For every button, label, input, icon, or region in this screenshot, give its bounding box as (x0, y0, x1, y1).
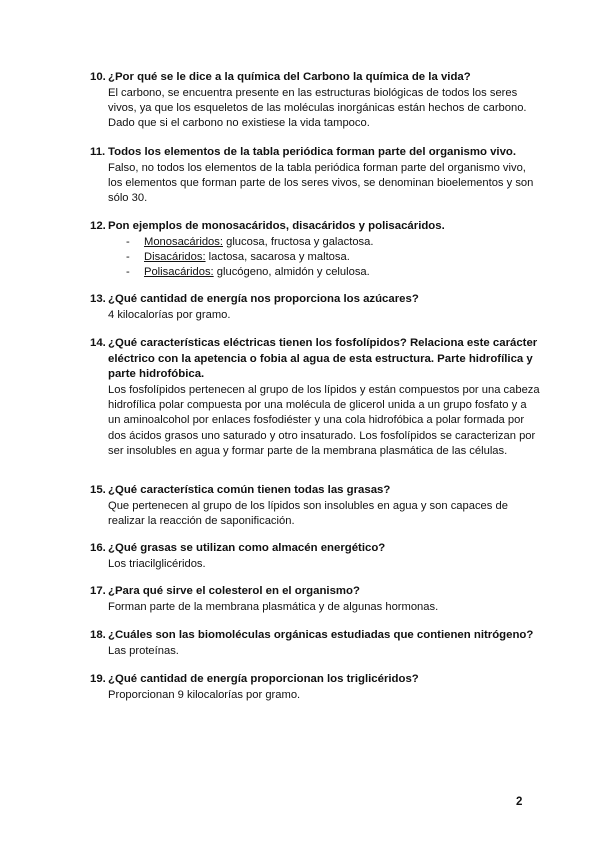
answer-text: Forman parte de la membrana plasmática y de algunas hormonas. (108, 600, 439, 613)
list-item: - Monosacáridos: glucosa, fructosa y galactosa. (126, 235, 374, 248)
list-term: Polisacáridos: (144, 266, 214, 279)
list-item: - Disacáridos: lactosa, sacarosa y maltosa. (126, 250, 350, 263)
question-19 (90, 672, 540, 703)
question-17 (90, 584, 540, 615)
question-text: Pon ejemplos de monosacáridos, disacáridos y polisacáridos. (108, 220, 445, 232)
question-number: 11. (90, 146, 106, 158)
question-number: 15. (90, 484, 106, 496)
answer-text: Proporcionan 9 kilocalorías por gramo. (108, 688, 301, 701)
answer-text: El carbono, se encuentra presente en las estructuras biológicas de todos los seres vivos, ya que los esqueletos de las moléculas inorgánicas están hechos de carbono. Dado que si el carbono no existiese la vida tampoco. (108, 86, 527, 130)
question-text: ¿Qué cantidad de energía nos proporciona los azúcares? (108, 293, 419, 305)
question-number: 13. (90, 293, 106, 305)
question-text: ¿Qué características eléctricas tienen los fosfolípidos? Relaciona este carácter eléctrico con la apetencia o fobia al agua de esta estructura. Parte hidrofílica y parte hidrofóbica. (108, 337, 538, 380)
question-text: Todos los elementos de la tabla periódica forman parte del organismo vivo. (108, 146, 517, 158)
question-number: 18. (90, 629, 106, 641)
question-number: 16. (90, 542, 106, 554)
list-item: - Polisacáridos: glucógeno, almidón y celulosa. (126, 266, 370, 279)
question-text: ¿Cuáles son las biomoléculas orgánicas estudiadas que contienen nitrógeno? (108, 629, 534, 641)
question-text: ¿Para qué sirve el colesterol en el organismo? (108, 585, 360, 597)
question-14 (90, 336, 540, 460)
question-15 (90, 483, 540, 529)
question-number: 14. (90, 337, 106, 349)
question-number: 10. (90, 71, 106, 83)
question-text: ¿Qué cantidad de energía proporcionan los triglicéridos? (108, 673, 419, 685)
question-18 (90, 628, 540, 659)
question-text: ¿Qué grasas se utilizan como almacén energético? (108, 542, 386, 554)
question-10 (90, 70, 540, 132)
answer-text: Falso, no todos los elementos de la tabla periódica forman parte del organismo vivo, los elementos que forman parte de los seres vivos, se denominan bioelementos y son sólo 30. (108, 161, 534, 205)
answer-text: 4 kilocalorías por gramo. (108, 308, 231, 321)
answer-text: Que pertenecen al grupo de los lípidos son insolubles en agua y son capaces de realizar la reacción de saponificación. (108, 499, 508, 527)
list-term: Monosacáridos: (144, 235, 223, 248)
answer-text: Las proteínas. (108, 644, 179, 657)
question-number: 17. (90, 585, 106, 597)
answer-text: Los fosfolípidos pertenecen al grupo de los lípidos y están compuestos por una cabeza hidrofílica polar compuesta por una molécula de glicerol unida a un grupo fosfato y a un aminoalcohol por enlaces fosfodiéster y una cola hidrofóbica a polar formada por dos ácidos grasos uno saturado y otro insaturado. Los fosfolípidos se caracterizan por ser insolubles en agua y formar parte de la membrana plasmática de las células. (108, 383, 540, 458)
question-11 (90, 145, 540, 207)
question-text: ¿Qué característica común tienen todas las grasas? (108, 484, 391, 496)
answer-text: Los triacilglicéridos. (108, 557, 206, 570)
question-number: 19. (90, 673, 106, 685)
question-number: 12. (90, 220, 106, 232)
list-term: Disacáridos: (144, 250, 206, 263)
question-text: ¿Por qué se le dice a la química del Carbono la química de la vida? (108, 71, 471, 83)
question-12 (90, 219, 540, 281)
examples-list (126, 235, 540, 281)
question-16 (90, 541, 540, 572)
page-number: 2 (516, 796, 523, 808)
question-13 (90, 292, 540, 323)
